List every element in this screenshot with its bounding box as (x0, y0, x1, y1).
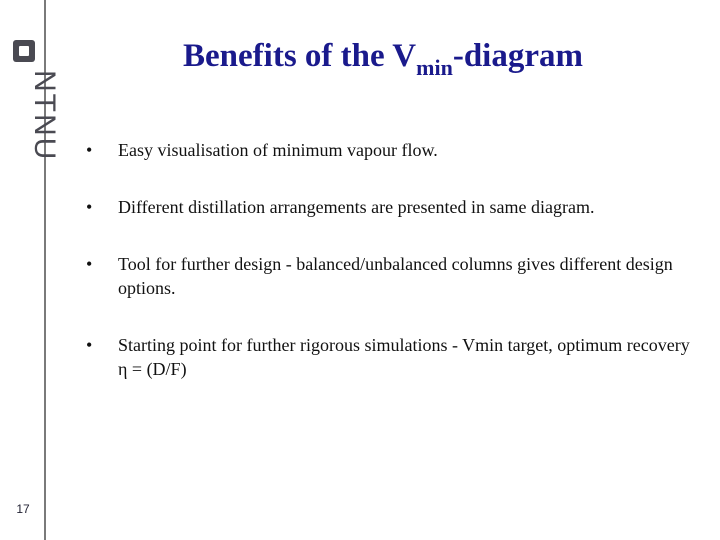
bullet-item (86, 195, 696, 219)
title-subscript: min (416, 55, 453, 80)
slide-title (46, 38, 720, 81)
bullet-marker: • (86, 140, 93, 160)
bullet-text: Tool for further design - balanced/unbalanced columns gives different design options. (118, 254, 673, 298)
bullet-marker: • (86, 197, 93, 217)
bullet-item (86, 252, 696, 300)
bullet-text: Different distillation arrangements are presented in same diagram. (118, 197, 595, 217)
bullet-marker: • (86, 254, 93, 274)
bullet-item (86, 333, 696, 381)
ntnu-logo (8, 40, 61, 168)
bullet-marker: • (86, 335, 93, 355)
page-number: 17 (16, 502, 30, 516)
svg-text:NTNU: NTNU (28, 70, 61, 162)
bullet-text: Easy visualisation of minimum vapour flow. (118, 140, 438, 160)
bullet-item (86, 138, 696, 162)
sidebar (0, 0, 61, 540)
title-main: Benefits of the V (183, 38, 417, 74)
bullet-text: Starting point for further rigorous simulations - Vmin target, optimum recovery η = (D/F) (118, 335, 690, 379)
title-suffix: -diagram (452, 38, 583, 74)
bullet-list (86, 138, 696, 381)
